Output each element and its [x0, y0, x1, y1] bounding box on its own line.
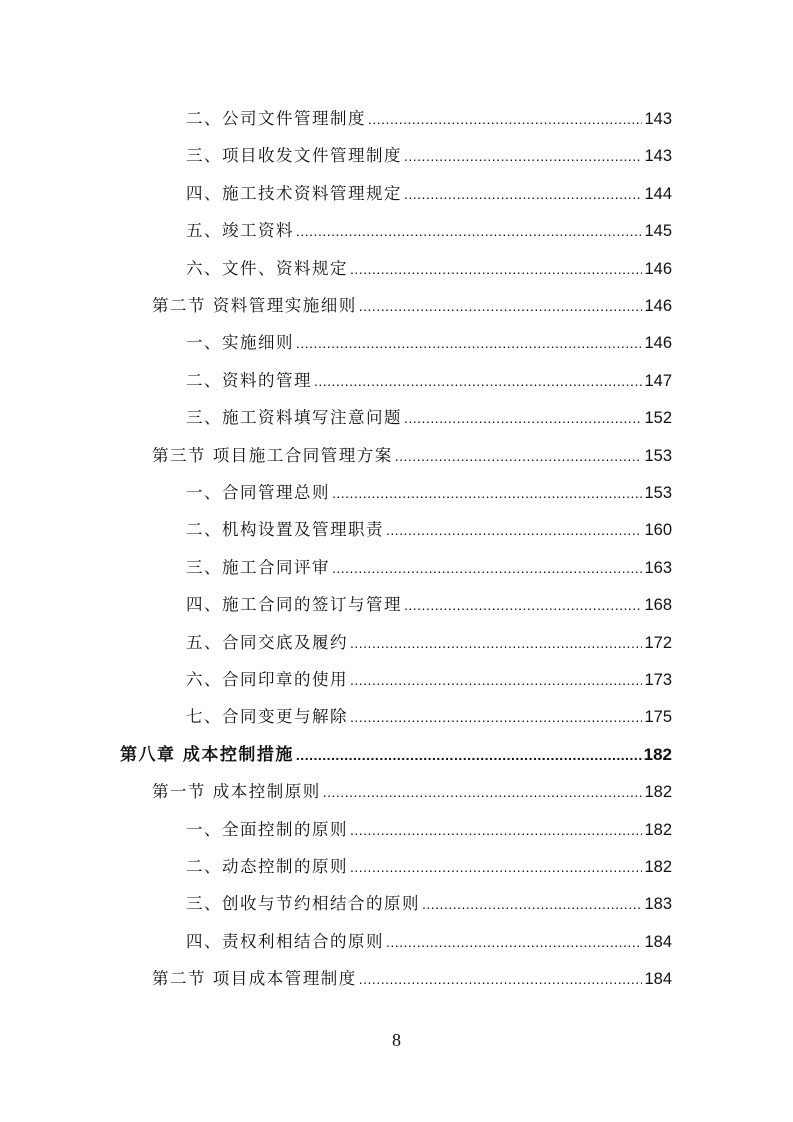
toc-entry-page: 182	[643, 744, 672, 764]
toc-entry-page: 184	[644, 970, 672, 989]
dot-leader	[386, 516, 642, 544]
toc-entry-page: 172	[644, 633, 672, 652]
toc-entry-page: 168	[644, 596, 672, 615]
dot-leader	[332, 554, 642, 582]
toc-subsection-entry[interactable]	[186, 853, 672, 881]
toc-subsection-entry[interactable]	[186, 928, 672, 956]
dot-leader	[350, 255, 642, 283]
toc-entry-title: 五、竣工资料	[186, 221, 294, 241]
toc-entry-title: 三、项目收发文件管理制度	[186, 146, 402, 166]
toc-entry-page: 182	[644, 820, 672, 839]
toc-chapter-entry[interactable]	[120, 741, 672, 769]
toc-entry-title: 二、资料的管理	[186, 370, 312, 390]
toc-entry-title: 七、合同变更与解除	[186, 707, 348, 727]
toc-entry-page: 146	[644, 297, 672, 315]
toc-subsection-entry[interactable]	[186, 255, 672, 283]
toc-entry-title: 二、动态控制的原则	[186, 857, 348, 876]
dot-leader	[350, 703, 642, 731]
toc-entry-title: 第一节 成本控制原则	[152, 782, 321, 802]
dot-leader	[296, 741, 642, 769]
dot-leader	[386, 928, 642, 956]
toc-subsection-entry[interactable]	[186, 329, 672, 357]
toc-entry-title: 一、实施细则	[186, 333, 294, 353]
toc-entry-page: 152	[644, 409, 672, 428]
toc-entry-page: 146	[644, 259, 672, 278]
toc-entry-title: 第二节 资料管理实施细则	[152, 296, 357, 315]
toc-subsection-entry[interactable]	[186, 591, 672, 619]
toc-entry-page: 144	[644, 184, 672, 203]
toc-entry-title: 一、全面控制的原则	[186, 819, 348, 839]
toc-subsection-entry[interactable]	[186, 890, 672, 918]
toc-entry-title: 第八章 成本控制措施	[120, 744, 294, 765]
toc-subsection-entry[interactable]	[186, 666, 672, 694]
dot-leader	[296, 329, 642, 357]
toc-entry-title: 四、责权利相结合的原则	[186, 931, 384, 951]
toc-subsection-entry[interactable]	[186, 142, 672, 170]
toc-section-entry[interactable]	[152, 442, 672, 470]
toc-entry-page: 143	[644, 110, 672, 128]
toc-entry-page: 153	[644, 446, 672, 465]
toc-entry-page: 183	[644, 895, 672, 914]
dot-leader	[359, 965, 643, 993]
toc-entry-page: 182	[644, 858, 672, 876]
dot-leader	[350, 816, 642, 844]
toc-subsection-entry[interactable]	[186, 180, 672, 208]
toc-entry-title: 三、施工合同评审	[186, 557, 330, 577]
toc-section-entry[interactable]	[152, 292, 672, 320]
dot-leader	[404, 591, 642, 619]
toc-entry-title: 第三节 项目施工合同管理方案	[152, 445, 393, 465]
toc-entry-title: 第二节 项目成本管理制度	[152, 969, 357, 989]
toc-subsection-entry[interactable]	[186, 629, 672, 657]
toc-entry-page: 184	[644, 932, 672, 951]
toc-subsection-entry[interactable]	[186, 367, 672, 395]
toc-entry-page: 182	[644, 783, 672, 802]
toc-subsection-entry[interactable]	[186, 479, 672, 507]
dot-leader	[404, 142, 642, 170]
dot-leader	[395, 442, 643, 470]
toc-entry-page: 160	[644, 521, 672, 540]
toc-subsection-entry[interactable]	[186, 516, 672, 544]
toc-subsection-entry[interactable]	[186, 703, 672, 731]
toc-entry-page: 145	[644, 222, 672, 241]
toc-entry-page: 153	[644, 484, 672, 502]
toc-entry-page: 163	[644, 558, 672, 577]
toc-entry-title: 一、合同管理总则	[186, 483, 330, 502]
toc-subsection-entry[interactable]	[186, 816, 672, 844]
toc-subsection-entry[interactable]	[186, 105, 672, 133]
toc-subsection-entry[interactable]	[186, 217, 672, 245]
toc-entry-title: 三、创收与节约相结合的原则	[186, 894, 420, 914]
dot-leader	[350, 666, 642, 694]
dot-leader	[359, 292, 643, 320]
page-number: 8	[392, 1030, 401, 1050]
toc-entry-page: 173	[644, 671, 672, 689]
dot-leader	[332, 479, 642, 507]
dot-leader	[296, 217, 642, 245]
dot-leader	[350, 629, 642, 657]
toc-section-entry[interactable]	[152, 778, 672, 806]
dot-leader	[350, 853, 642, 881]
dot-leader	[314, 367, 642, 395]
toc-entry-page: 147	[644, 371, 672, 390]
toc-section-entry[interactable]	[152, 965, 672, 993]
toc-subsection-entry[interactable]	[186, 554, 672, 582]
toc-entry-page: 143	[644, 147, 672, 166]
toc-subsection-entry[interactable]	[186, 404, 672, 432]
dot-leader	[323, 778, 643, 806]
toc-entry-title: 三、施工资料填写注意问题	[186, 408, 402, 428]
toc-entry-title: 二、机构设置及管理职责	[186, 520, 384, 540]
toc-entry-title: 四、施工技术资料管理规定	[186, 183, 402, 203]
toc-entry-title: 四、施工合同的签订与管理	[186, 595, 402, 615]
toc-entry-page: 175	[644, 708, 672, 727]
toc-entry-title: 六、文件、资料规定	[186, 258, 348, 278]
dot-leader	[368, 105, 642, 133]
toc-entry-title: 六、合同印章的使用	[186, 670, 348, 689]
toc-entry-title: 五、合同交底及履约	[186, 632, 348, 652]
dot-leader	[422, 890, 642, 918]
toc-entry-title: 二、公司文件管理制度	[186, 109, 366, 128]
dot-leader	[404, 404, 642, 432]
dot-leader	[404, 180, 642, 208]
toc-entry-page: 146	[644, 334, 672, 353]
